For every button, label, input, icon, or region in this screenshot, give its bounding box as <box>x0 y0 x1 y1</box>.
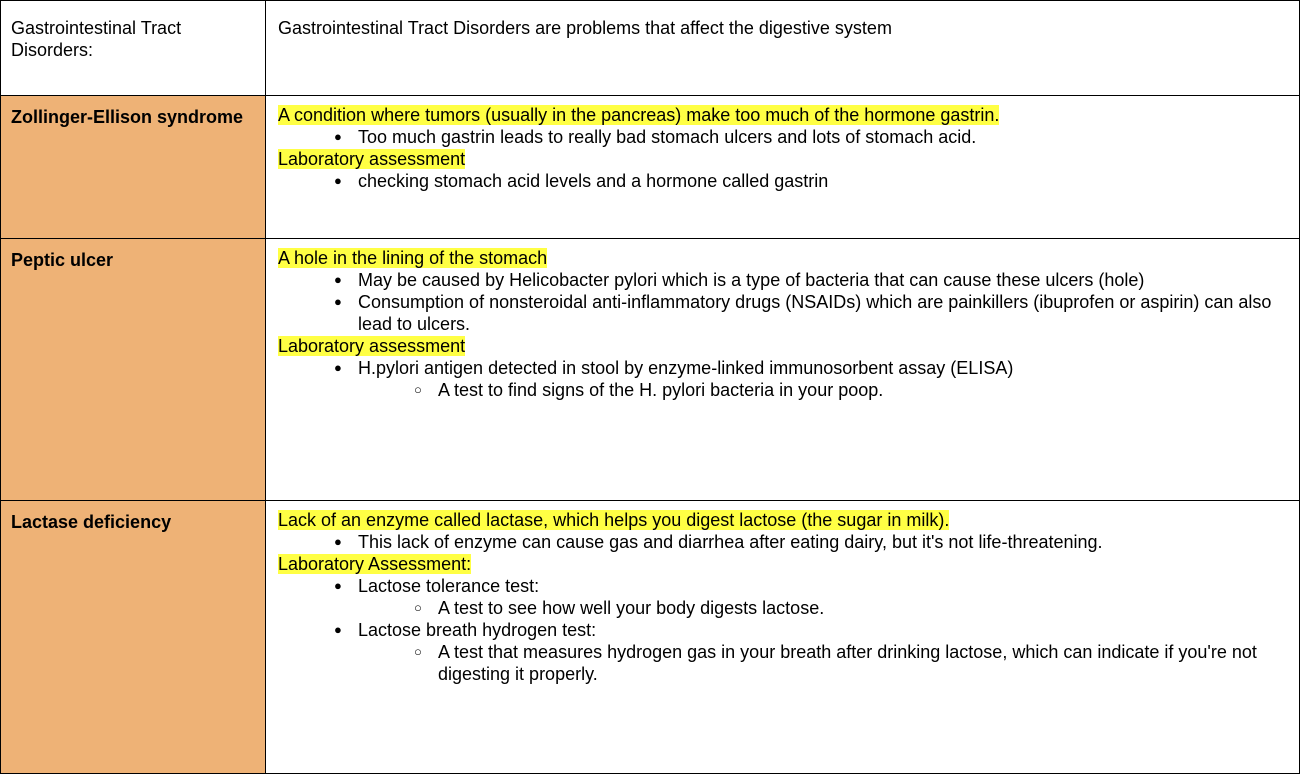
bullet-list <box>278 531 1287 553</box>
list-item-text: Lactose tolerance test: <box>358 576 540 596</box>
table-row <box>1 96 1300 239</box>
lab-heading: Laboratory assessment <box>278 336 466 356</box>
list-item-text: H.pylori antigen detected in stool by enzyme-linked immunosorbent assay (ELISA) <box>358 358 1014 378</box>
bullet-list <box>278 126 1287 148</box>
term-cell: Zollinger-Ellison syndrome <box>1 96 266 239</box>
sub-list-item: ○ A test that measures hydrogen gas in your breath after drinking lactose, which can indicate if you're not digesting it properly. <box>358 641 1287 685</box>
lab-bullet-list <box>278 575 1287 685</box>
list-item <box>278 357 1287 401</box>
lab-heading: Laboratory assessment <box>278 149 466 169</box>
lab-bullet-list <box>278 170 1287 192</box>
table-row <box>1 239 1300 501</box>
bullet-list <box>278 269 1287 335</box>
list-item: ● May be caused by Helicobacter pylori which is a type of bacteria that can cause these ulcers (hole) <box>278 269 1287 291</box>
term-cell: Lactase deficiency <box>1 501 266 774</box>
header-row <box>1 1 1300 96</box>
list-item-text: Lactose breath hydrogen test: <box>358 620 597 640</box>
table-row <box>1 501 1300 774</box>
sub-bullet-list <box>358 597 1287 619</box>
definition-highlight: A condition where tumors (usually in the pancreas) make too much of the hormone gastrin. <box>278 105 1000 125</box>
list-item: ● Consumption of nonsteroidal anti-inflammatory drugs (NSAIDs) which are painkillers (ibuprofen or aspirin) can also lead to ulcers. <box>278 291 1287 335</box>
list-item <box>278 619 1287 685</box>
lab-bullet-list <box>278 357 1287 401</box>
sub-bullet-list <box>358 379 1287 401</box>
list-item <box>278 575 1287 619</box>
content-cell <box>266 239 1300 501</box>
list-item: ● This lack of enzyme can cause gas and diarrhea after eating dairy, but it's not life-threatening. <box>278 531 1287 553</box>
header-label: Gastrointestinal Tract Disorders: <box>1 1 266 96</box>
list-item: ● checking stomach acid levels and a hormone called gastrin <box>278 170 1287 192</box>
term-cell: Peptic ulcer <box>1 239 266 501</box>
content-cell <box>266 501 1300 774</box>
lab-heading: Laboratory Assessment: <box>278 554 472 574</box>
sub-bullet-list <box>358 641 1287 685</box>
list-item: ● Too much gastrin leads to really bad stomach ulcers and lots of stomach acid. <box>278 126 1287 148</box>
content-cell <box>266 96 1300 239</box>
definition-highlight: Lack of an enzyme called lactase, which helps you digest lactose (the sugar in milk). <box>278 510 950 530</box>
sub-list-item: ○ A test to see how well your body digests lactose. <box>358 597 1287 619</box>
sub-list-item: ○ A test to find signs of the H. pylori bacteria in your poop. <box>358 379 1287 401</box>
header-description: Gastrointestinal Tract Disorders are problems that affect the digestive system <box>266 1 1300 96</box>
definition-highlight: A hole in the lining of the stomach <box>278 248 548 268</box>
